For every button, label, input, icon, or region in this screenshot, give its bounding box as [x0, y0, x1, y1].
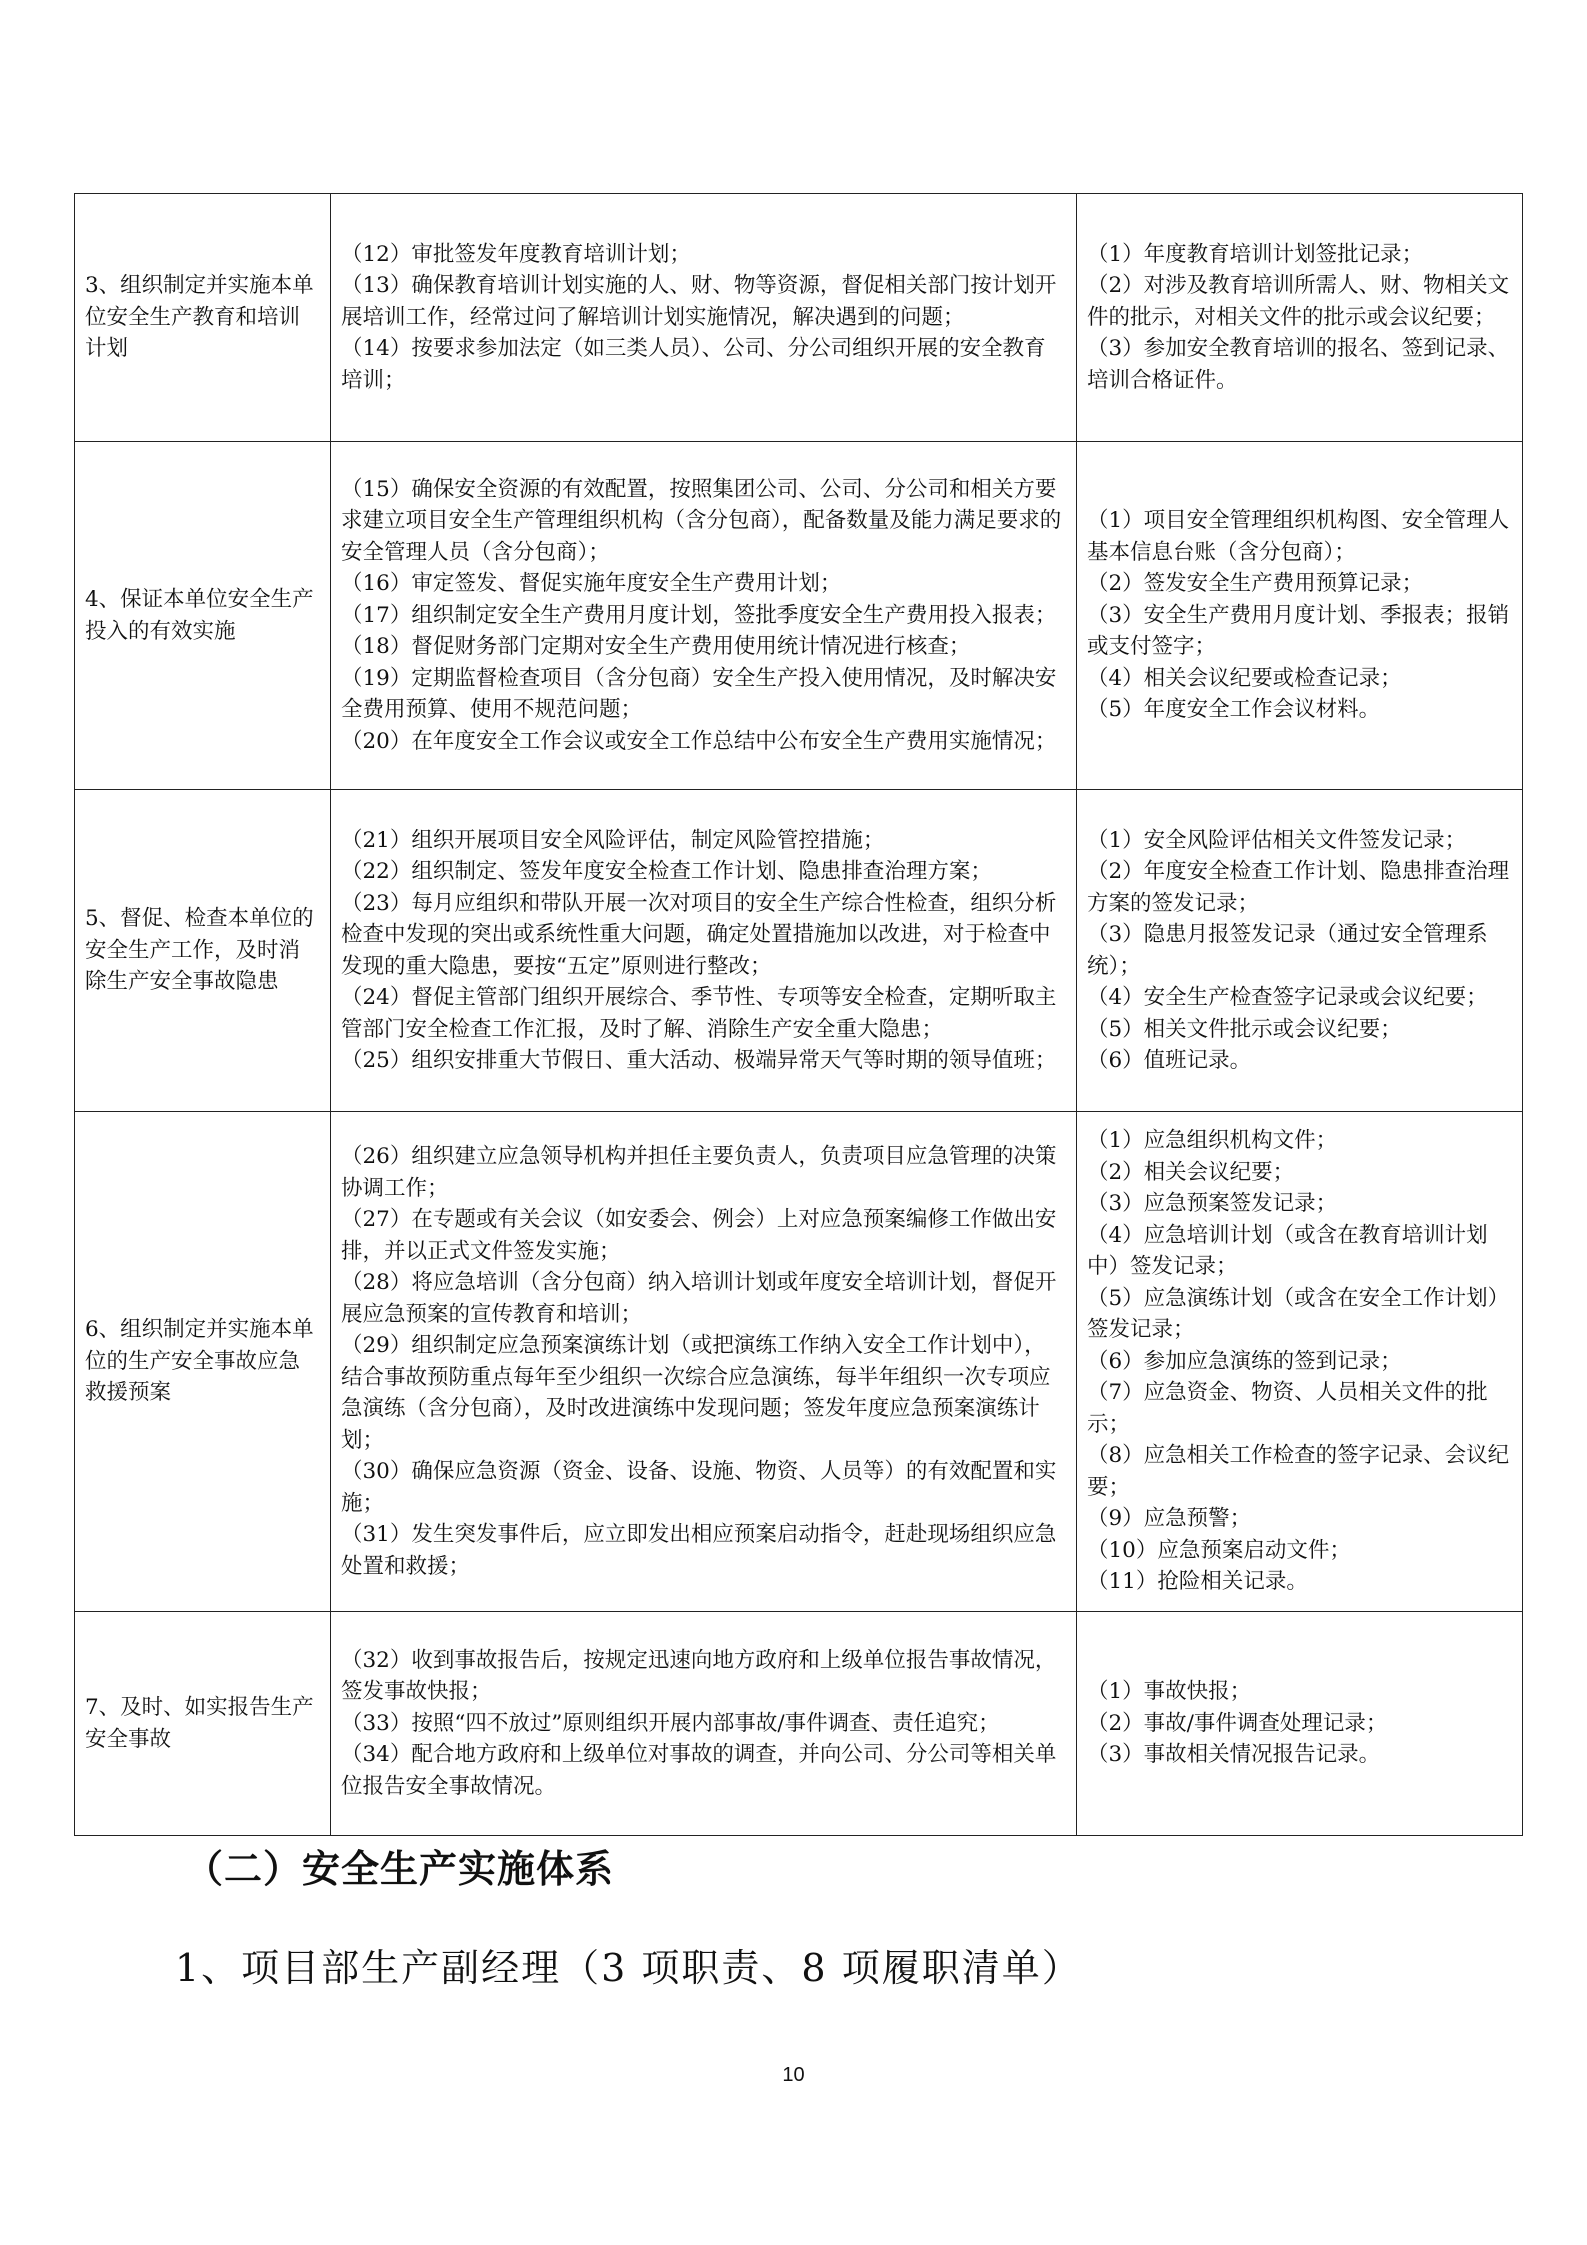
action-item: （28）将应急培训（含分包商）纳入培训计划或年度安全培训计划，督促开展应急预案的宣传教育和培训； [341, 1270, 1057, 1327]
action-item: （24）督促主管部门组织开展综合、季节性、专项等安全检查，定期听取主管部门安全检查工作汇报，及时了解、消除生产安全重大隐患； [341, 985, 1057, 1042]
action-item: （27）在专题或有关会议（如安委会、例会）上对应急预案编修工作做出安排，并以正式文件签发实施； [341, 1207, 1057, 1264]
record-item: （1）事故快报； [1087, 1679, 1252, 1705]
record-item: （10）应急预案启动文件； [1087, 1537, 1351, 1563]
section-heading: （二）安全生产实施体系 [185, 1846, 615, 1891]
duty-table [74, 193, 1523, 1836]
records-cell [1077, 790, 1523, 1112]
action-item: （33）按照“四不放过”原则组织开展内部事故/事件调查、责任追究； [341, 1710, 1000, 1736]
table-row [75, 1112, 1523, 1612]
actions-cell [331, 442, 1077, 790]
action-item: （16）审定签发、督促实施年度安全生产费用计划； [341, 571, 842, 597]
record-item: （3）安全生产费用月度计划、季报表；报销或支付签字； [1087, 602, 1510, 660]
records-cell [1077, 1112, 1523, 1612]
action-item: （23）每月应组织和带队开展一次对项目的安全生产综合性检查，组织分析检查中发现的突出或系统性重大问题，确定处置措施加以改进，对于检查中发现的重大隐患，要按“五定”原则进行整改； [341, 890, 1057, 979]
duty-cell [75, 442, 331, 790]
record-item: （3）应急预案签发记录； [1087, 1191, 1338, 1217]
actions-cell [331, 1612, 1077, 1836]
action-item: （34）配合地方政府和上级单位对事故的调查，并向公司、分公司等相关单位报告安全事故情况。 [341, 1742, 1057, 1799]
record-item: （6）值班记录。 [1087, 1048, 1252, 1073]
records-cell [1077, 442, 1523, 790]
action-item: （13）确保教育培训计划实施的人、财、物等资源，督促相关部门按计划开展培训工作，经常过问了解培训计划实施情况，解决遇到的问题； [341, 273, 1057, 330]
record-item: （2）年度安全检查工作计划、隐患排查治理方案的签发记录； [1087, 859, 1510, 916]
record-item: （7）应急资金、物资、人员相关文件的批示； [1087, 1380, 1488, 1437]
duty-text: 6、组织制定并实施本单位的生产安全事故应急救援预案 [85, 1317, 314, 1406]
duty-cell [75, 194, 331, 442]
action-item: （14）按要求参加法定（如三类人员）、公司、分公司组织开展的安全教育培训； [341, 336, 1046, 393]
duty-cell [75, 1612, 331, 1836]
record-item: （3）隐患月报签发记录（通过安全管理系统）； [1087, 922, 1488, 979]
record-item: （5）年度安全工作会议材料。 [1087, 697, 1381, 723]
table-row [75, 442, 1523, 790]
action-item: （20）在年度安全工作会议或安全工作总结中公布安全生产费用实施情况； [341, 728, 1057, 754]
action-item: （17）组织制定安全生产费用月度计划，签批季度安全生产费用投入报表； [341, 602, 1057, 628]
table-row [75, 1612, 1523, 1836]
record-item: （11）抢险相关记录。 [1087, 1569, 1308, 1595]
action-item: （31）发生突发事件后，应立即发出相应预案启动指令，赶赴现场组织应急处置和救援； [341, 1522, 1057, 1579]
action-item: （30）确保应急资源（资金、设备、设施、物资、人员等）的有效配置和实施； [341, 1459, 1057, 1516]
action-item: （21）组织开展项目安全风险评估，制定风险管控措施； [341, 827, 885, 853]
page-number: 10 [782, 2064, 805, 2086]
record-item: （4）应急培训计划（或含在教育培训计划中）签发记录； [1087, 1222, 1488, 1280]
records-cell [1077, 1612, 1523, 1836]
record-item: （1）项目安全管理组织机构图、安全管理人基本信息台账（含分包商）； [1087, 508, 1510, 565]
action-item: （29）组织制定应急预案演练计划（或把演练工作纳入安全工作计划中），结合事故预防重点每年至少组织一次综合应急演练，每半年组织一次专项应急演练（含分包商），及时改进演练中发现问题；签发年度应急预案演练计划； [341, 1333, 1051, 1453]
actions-cell [331, 790, 1077, 1112]
record-item: （3）参加安全教育培训的报名、签到记录、培训合格证件。 [1087, 336, 1510, 393]
action-item: （32）收到事故报告后，按规定迅速向地方政府和上级单位报告事故情况，签发事故快报； [341, 1647, 1057, 1705]
duty-text: 5、督促、检查本单位的安全生产工作，及时消除生产安全事故隐患 [85, 906, 314, 995]
record-item: （9）应急预警； [1087, 1506, 1252, 1532]
record-item: （1）安全风险评估相关文件签发记录； [1087, 827, 1467, 853]
record-item: （1）年度教育培训计划签批记录； [1087, 241, 1424, 267]
action-item: （26）组织建立应急领导机构并担任主要负责人，负责项目应急管理的决策协调工作； [341, 1144, 1057, 1201]
record-item: （2）事故/事件调查处理记录； [1087, 1710, 1388, 1736]
record-item: （5）相关文件批示或会议纪要； [1087, 1016, 1402, 1042]
duty-text: 7、及时、如实报告生产安全事故 [85, 1695, 314, 1752]
duty-cell [75, 1112, 331, 1612]
record-item: （5）应急演练计划（或含在安全工作计划）签发记录； [1087, 1285, 1510, 1343]
record-item: （2）对涉及教育培训所需人、财、物相关文件的批示，对相关文件的批示或会议纪要； [1087, 273, 1510, 330]
record-item: （6）参加应急演练的签到记录； [1087, 1348, 1402, 1374]
action-item: （12）审批签发年度教育培训计划； [341, 241, 691, 267]
action-item: （22）组织制定、签发年度安全检查工作计划、隐患排查治理方案； [341, 859, 992, 884]
action-item: （15）确保安全资源的有效配置，按照集团公司、公司、分公司和相关方要求建立项目安全生产管理组织机构（含分包商），配备数量及能力满足要求的安全管理人员（含分包商）； [341, 476, 1062, 565]
records-cell [1077, 194, 1523, 442]
table-row [75, 790, 1523, 1112]
action-item: （18）督促财务部门定期对安全生产费用使用统计情况进行核查； [341, 634, 971, 660]
record-item: （4）相关会议纪要或检查记录； [1087, 665, 1402, 691]
record-item: （2）相关会议纪要； [1087, 1159, 1295, 1185]
subsection-heading: 1、项目部生产副经理（3 项职责、8 项履职清单） [175, 1946, 1082, 1990]
record-item: （3）事故相关情况报告记录。 [1087, 1742, 1381, 1768]
record-item: （8）应急相关工作检查的签字记录、会议纪要； [1087, 1443, 1510, 1500]
record-item: （4）安全生产检查签字记录或会议纪要； [1087, 985, 1488, 1010]
action-item: （25）组织安排重大节假日、重大活动、极端异常天气等时期的领导值班； [341, 1048, 1057, 1073]
table-row [75, 194, 1523, 442]
record-item: （2）签发安全生产费用预算记录； [1087, 571, 1424, 597]
duty-text: 3、组织制定并实施本单位安全生产教育和培训计划 [85, 273, 314, 362]
duty-cell [75, 790, 331, 1112]
record-item: （1）应急组织机构文件； [1087, 1128, 1338, 1154]
actions-cell [331, 194, 1077, 442]
actions-cell [331, 1112, 1077, 1612]
duty-text: 4、保证本单位安全生产投入的有效实施 [85, 587, 314, 644]
action-item: （19）定期监督检查项目（含分包商）安全生产投入使用情况，及时解决安全费用预算、使用不规范问题； [341, 665, 1057, 723]
